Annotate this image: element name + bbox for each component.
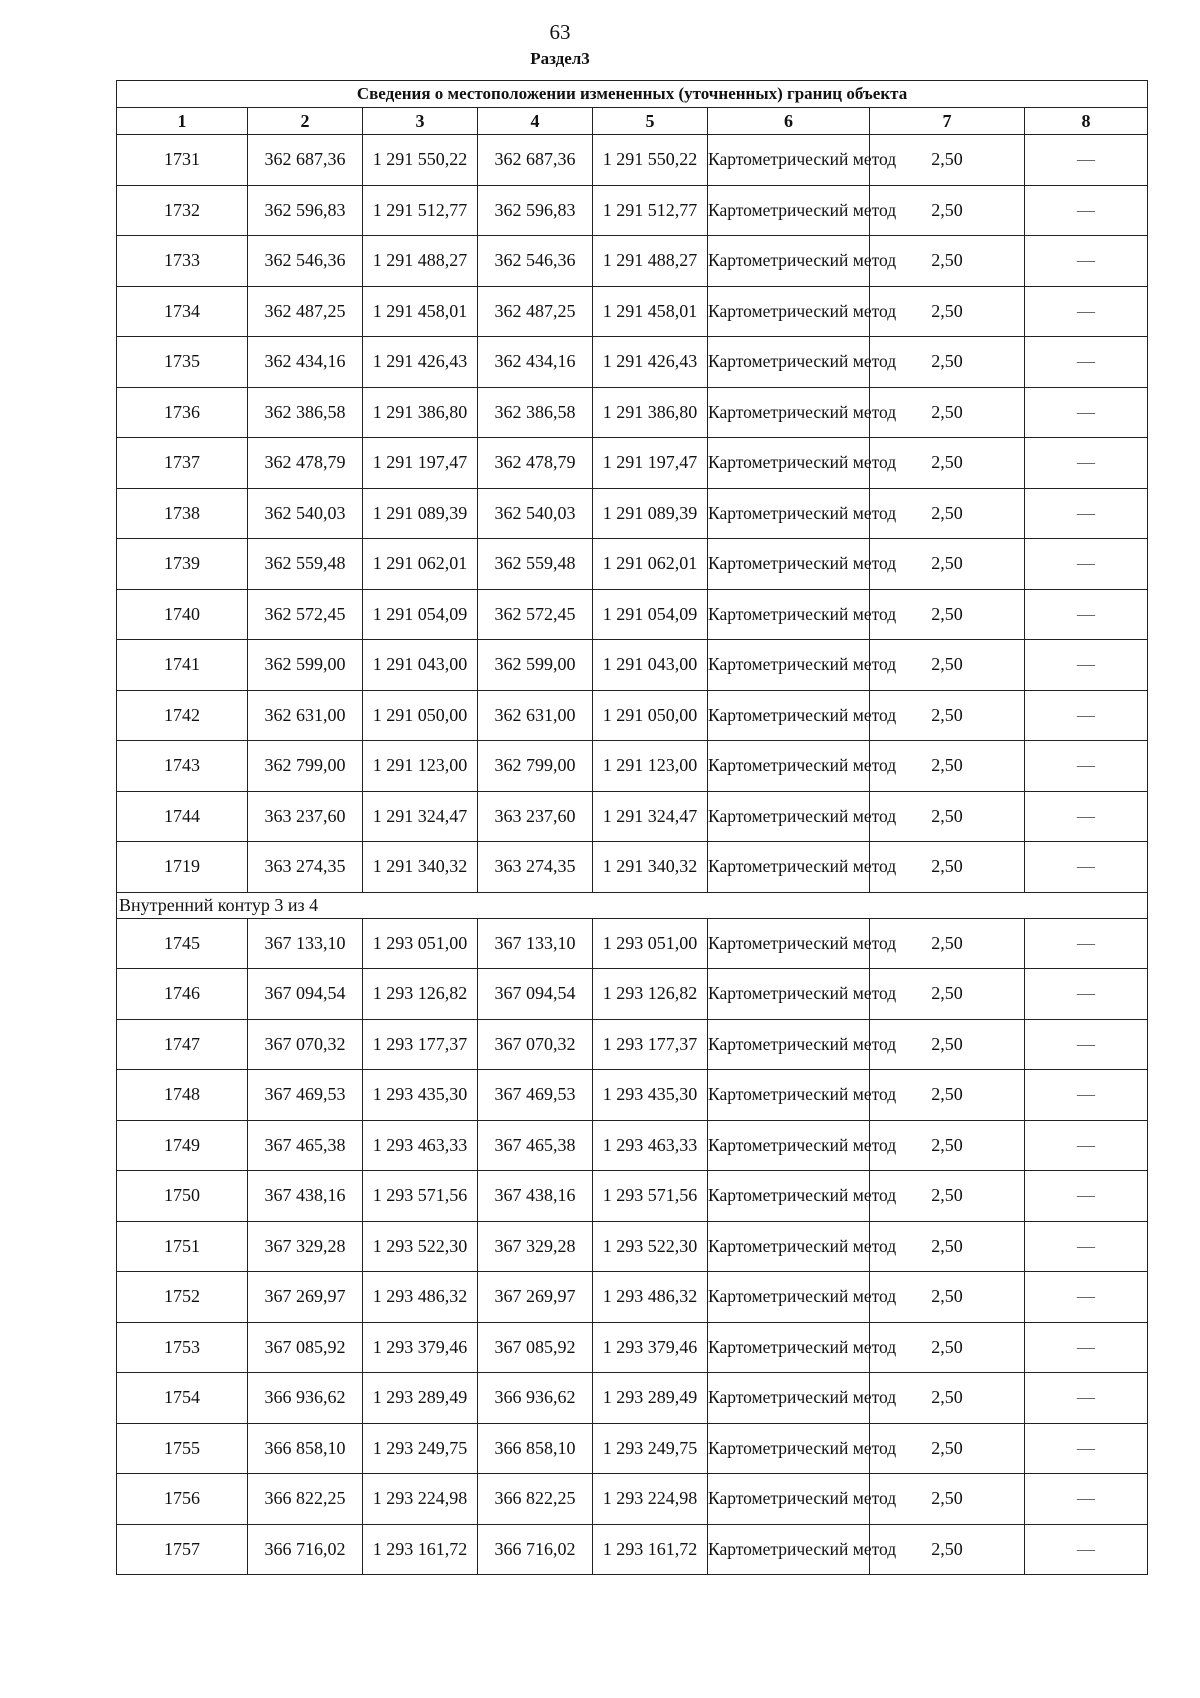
- description-cell: —: [1025, 918, 1148, 969]
- y-existing-cell: 1 291 340,32: [363, 842, 478, 893]
- table-row: [117, 286, 1148, 337]
- description-cell: —: [1025, 1423, 1148, 1474]
- y-refined-cell: 1 293 177,37: [593, 1019, 708, 1070]
- method-cell: Картометрический метод: [708, 741, 870, 792]
- description-cell: —: [1025, 387, 1148, 438]
- x-refined-cell: 367 469,53: [478, 1070, 593, 1121]
- x-existing-cell: 367 269,97: [248, 1272, 363, 1323]
- column-header: 7: [870, 108, 1025, 135]
- point-number-cell: 1756: [117, 1474, 248, 1525]
- x-existing-cell: 367 469,53: [248, 1070, 363, 1121]
- x-refined-cell: 362 572,45: [478, 589, 593, 640]
- y-refined-cell: 1 293 249,75: [593, 1423, 708, 1474]
- method-cell: Картометрический метод: [708, 969, 870, 1020]
- x-existing-cell: 362 799,00: [248, 741, 363, 792]
- accuracy-cell: 2,50: [870, 791, 1025, 842]
- y-refined-cell: 1 291 550,22: [593, 135, 708, 186]
- description-cell: —: [1025, 488, 1148, 539]
- y-existing-cell: 1 291 197,47: [363, 438, 478, 489]
- method-cell: Картометрический метод: [708, 236, 870, 287]
- point-number-cell: 1738: [117, 488, 248, 539]
- method-cell: Картометрический метод: [708, 1120, 870, 1171]
- accuracy-cell: 2,50: [870, 741, 1025, 792]
- y-existing-cell: 1 291 054,09: [363, 589, 478, 640]
- y-refined-cell: 1 291 512,77: [593, 185, 708, 236]
- table-row: [117, 741, 1148, 792]
- accuracy-cell: 2,50: [870, 1171, 1025, 1222]
- column-header: 3: [363, 108, 478, 135]
- x-refined-cell: 367 438,16: [478, 1171, 593, 1222]
- y-refined-cell: 1 293 289,49: [593, 1373, 708, 1424]
- point-number-cell: 1732: [117, 185, 248, 236]
- x-existing-cell: 362 478,79: [248, 438, 363, 489]
- y-existing-cell: 1 293 161,72: [363, 1524, 478, 1575]
- x-refined-cell: 362 687,36: [478, 135, 593, 186]
- description-cell: —: [1025, 1171, 1148, 1222]
- x-refined-cell: 367 085,92: [478, 1322, 593, 1373]
- table-row: [117, 1120, 1148, 1171]
- y-existing-cell: 1 293 177,37: [363, 1019, 478, 1070]
- description-cell: —: [1025, 741, 1148, 792]
- y-existing-cell: 1 293 224,98: [363, 1474, 478, 1525]
- point-number-cell: 1743: [117, 741, 248, 792]
- accuracy-cell: 2,50: [870, 1474, 1025, 1525]
- column-header: 5: [593, 108, 708, 135]
- method-cell: Картометрический метод: [708, 438, 870, 489]
- x-existing-cell: 362 631,00: [248, 690, 363, 741]
- method-cell: Картометрический метод: [708, 1524, 870, 1575]
- accuracy-cell: 2,50: [870, 539, 1025, 590]
- table-row: [117, 690, 1148, 741]
- x-existing-cell: 367 465,38: [248, 1120, 363, 1171]
- method-cell: Картометрический метод: [708, 791, 870, 842]
- y-refined-cell: 1 291 324,47: [593, 791, 708, 842]
- y-existing-cell: 1 293 571,56: [363, 1171, 478, 1222]
- x-refined-cell: 366 822,25: [478, 1474, 593, 1525]
- column-header: 4: [478, 108, 593, 135]
- accuracy-cell: 2,50: [870, 918, 1025, 969]
- method-cell: Картометрический метод: [708, 1221, 870, 1272]
- page-number: 63: [549, 20, 571, 44]
- description-cell: —: [1025, 185, 1148, 236]
- x-existing-cell: 362 434,16: [248, 337, 363, 388]
- table-row: [117, 1423, 1148, 1474]
- description-cell: —: [1025, 438, 1148, 489]
- x-refined-cell: 363 274,35: [478, 842, 593, 893]
- description-cell: —: [1025, 1322, 1148, 1373]
- x-refined-cell: 362 540,03: [478, 488, 593, 539]
- method-cell: Картометрический метод: [708, 1373, 870, 1424]
- table-row: [117, 918, 1148, 969]
- point-number-cell: 1736: [117, 387, 248, 438]
- y-refined-cell: 1 291 054,09: [593, 589, 708, 640]
- x-refined-cell: 366 858,10: [478, 1423, 593, 1474]
- method-cell: Картометрический метод: [708, 1474, 870, 1525]
- description-cell: —: [1025, 1221, 1148, 1272]
- accuracy-cell: 2,50: [870, 842, 1025, 893]
- method-cell: Картометрический метод: [708, 488, 870, 539]
- x-refined-cell: 362 487,25: [478, 286, 593, 337]
- description-cell: —: [1025, 135, 1148, 186]
- point-number-cell: 1739: [117, 539, 248, 590]
- method-cell: Картометрический метод: [708, 337, 870, 388]
- point-number-cell: 1753: [117, 1322, 248, 1373]
- x-existing-cell: 367 133,10: [248, 918, 363, 969]
- x-refined-cell: 367 133,10: [478, 918, 593, 969]
- x-refined-cell: 367 465,38: [478, 1120, 593, 1171]
- y-refined-cell: 1 291 488,27: [593, 236, 708, 287]
- y-refined-cell: 1 291 386,80: [593, 387, 708, 438]
- table-row: [117, 337, 1148, 388]
- method-cell: Картометрический метод: [708, 1019, 870, 1070]
- table-title: Сведения о местоположении измененных (уточненных) границ объекта: [117, 81, 1148, 108]
- description-cell: —: [1025, 286, 1148, 337]
- description-cell: —: [1025, 842, 1148, 893]
- point-number-cell: 1719: [117, 842, 248, 893]
- x-existing-cell: 366 936,62: [248, 1373, 363, 1424]
- x-refined-cell: 367 070,32: [478, 1019, 593, 1070]
- point-number-cell: 1754: [117, 1373, 248, 1424]
- accuracy-cell: 2,50: [870, 640, 1025, 691]
- description-cell: —: [1025, 337, 1148, 388]
- accuracy-cell: 2,50: [870, 1070, 1025, 1121]
- y-existing-cell: 1 291 512,77: [363, 185, 478, 236]
- description-cell: —: [1025, 1272, 1148, 1323]
- table-row: [117, 640, 1148, 691]
- accuracy-cell: 2,50: [870, 969, 1025, 1020]
- accuracy-cell: 2,50: [870, 135, 1025, 186]
- x-existing-cell: 362 546,36: [248, 236, 363, 287]
- y-existing-cell: 1 291 386,80: [363, 387, 478, 438]
- accuracy-cell: 2,50: [870, 286, 1025, 337]
- x-existing-cell: 367 085,92: [248, 1322, 363, 1373]
- method-cell: Картометрический метод: [708, 690, 870, 741]
- y-refined-cell: 1 291 043,00: [593, 640, 708, 691]
- table-row: [117, 438, 1148, 489]
- table-row: [117, 969, 1148, 1020]
- method-cell: Картометрический метод: [708, 539, 870, 590]
- method-cell: Картометрический метод: [708, 1070, 870, 1121]
- table-body: [117, 135, 1148, 1575]
- description-cell: —: [1025, 1474, 1148, 1525]
- x-existing-cell: 362 487,25: [248, 286, 363, 337]
- point-number-cell: 1731: [117, 135, 248, 186]
- table-row: [117, 1524, 1148, 1575]
- accuracy-cell: 2,50: [870, 438, 1025, 489]
- description-cell: —: [1025, 640, 1148, 691]
- x-refined-cell: 362 546,36: [478, 236, 593, 287]
- point-number-cell: 1742: [117, 690, 248, 741]
- point-number-cell: 1734: [117, 286, 248, 337]
- table-row: [117, 589, 1148, 640]
- x-existing-cell: 367 070,32: [248, 1019, 363, 1070]
- description-cell: —: [1025, 1373, 1148, 1424]
- description-cell: —: [1025, 236, 1148, 287]
- x-refined-cell: 366 936,62: [478, 1373, 593, 1424]
- accuracy-cell: 2,50: [870, 337, 1025, 388]
- accuracy-cell: 2,50: [870, 1524, 1025, 1575]
- y-existing-cell: 1 291 488,27: [363, 236, 478, 287]
- y-existing-cell: 1 291 089,39: [363, 488, 478, 539]
- table-row: [117, 842, 1148, 893]
- point-number-cell: 1750: [117, 1171, 248, 1222]
- description-cell: —: [1025, 589, 1148, 640]
- x-refined-cell: 362 478,79: [478, 438, 593, 489]
- column-header: 8: [1025, 108, 1148, 135]
- table-row: [117, 1322, 1148, 1373]
- accuracy-cell: 2,50: [870, 1120, 1025, 1171]
- x-existing-cell: 362 572,45: [248, 589, 363, 640]
- y-existing-cell: 1 293 051,00: [363, 918, 478, 969]
- point-number-cell: 1751: [117, 1221, 248, 1272]
- point-number-cell: 1757: [117, 1524, 248, 1575]
- y-existing-cell: 1 291 123,00: [363, 741, 478, 792]
- y-existing-cell: 1 293 522,30: [363, 1221, 478, 1272]
- x-refined-cell: 367 269,97: [478, 1272, 593, 1323]
- section-title: Раздел3: [530, 49, 590, 68]
- table-row: [117, 1373, 1148, 1424]
- y-refined-cell: 1 293 486,32: [593, 1272, 708, 1323]
- x-existing-cell: 362 687,36: [248, 135, 363, 186]
- column-header: 2: [248, 108, 363, 135]
- x-refined-cell: 362 596,83: [478, 185, 593, 236]
- description-cell: —: [1025, 969, 1148, 1020]
- table-row: [117, 1272, 1148, 1323]
- method-cell: Картометрический метод: [708, 387, 870, 438]
- method-cell: Картометрический метод: [708, 589, 870, 640]
- x-refined-cell: 362 599,00: [478, 640, 593, 691]
- y-existing-cell: 1 293 289,49: [363, 1373, 478, 1424]
- y-refined-cell: 1 291 426,43: [593, 337, 708, 388]
- y-refined-cell: 1 293 051,00: [593, 918, 708, 969]
- y-refined-cell: 1 293 463,33: [593, 1120, 708, 1171]
- method-cell: Картометрический метод: [708, 1322, 870, 1373]
- y-existing-cell: 1 291 550,22: [363, 135, 478, 186]
- accuracy-cell: 2,50: [870, 1373, 1025, 1424]
- method-cell: Картометрический метод: [708, 135, 870, 186]
- point-number-cell: 1735: [117, 337, 248, 388]
- description-cell: —: [1025, 791, 1148, 842]
- x-refined-cell: 366 716,02: [478, 1524, 593, 1575]
- point-number-cell: 1746: [117, 969, 248, 1020]
- x-existing-cell: 363 237,60: [248, 791, 363, 842]
- y-refined-cell: 1 291 089,39: [593, 488, 708, 539]
- table-row: [117, 387, 1148, 438]
- table-row: [117, 185, 1148, 236]
- x-refined-cell: 362 631,00: [478, 690, 593, 741]
- x-refined-cell: 367 094,54: [478, 969, 593, 1020]
- method-cell: Картометрический метод: [708, 842, 870, 893]
- y-refined-cell: 1 293 379,46: [593, 1322, 708, 1373]
- y-existing-cell: 1 293 379,46: [363, 1322, 478, 1373]
- y-refined-cell: 1 293 435,30: [593, 1070, 708, 1121]
- y-existing-cell: 1 291 050,00: [363, 690, 478, 741]
- y-existing-cell: 1 293 435,30: [363, 1070, 478, 1121]
- x-existing-cell: 362 599,00: [248, 640, 363, 691]
- y-refined-cell: 1 291 062,01: [593, 539, 708, 590]
- accuracy-cell: 2,50: [870, 1423, 1025, 1474]
- y-existing-cell: 1 293 463,33: [363, 1120, 478, 1171]
- description-cell: —: [1025, 1524, 1148, 1575]
- description-cell: —: [1025, 539, 1148, 590]
- x-existing-cell: 362 386,58: [248, 387, 363, 438]
- y-existing-cell: 1 293 126,82: [363, 969, 478, 1020]
- accuracy-cell: 2,50: [870, 1221, 1025, 1272]
- y-refined-cell: 1 293 224,98: [593, 1474, 708, 1525]
- y-refined-cell: 1 291 197,47: [593, 438, 708, 489]
- y-existing-cell: 1 291 062,01: [363, 539, 478, 590]
- x-existing-cell: 366 716,02: [248, 1524, 363, 1575]
- description-cell: —: [1025, 690, 1148, 741]
- x-existing-cell: 367 438,16: [248, 1171, 363, 1222]
- y-existing-cell: 1 291 043,00: [363, 640, 478, 691]
- y-refined-cell: 1 293 126,82: [593, 969, 708, 1020]
- table-row: [117, 135, 1148, 186]
- y-existing-cell: 1 293 486,32: [363, 1272, 478, 1323]
- x-existing-cell: 366 822,25: [248, 1474, 363, 1525]
- boundary-coordinates-table: [116, 80, 1148, 1575]
- y-existing-cell: 1 291 426,43: [363, 337, 478, 388]
- x-existing-cell: 362 596,83: [248, 185, 363, 236]
- y-refined-cell: 1 293 571,56: [593, 1171, 708, 1222]
- contour-caption-row: [117, 892, 1148, 918]
- point-number-cell: 1748: [117, 1070, 248, 1121]
- point-number-cell: 1749: [117, 1120, 248, 1171]
- accuracy-cell: 2,50: [870, 387, 1025, 438]
- accuracy-cell: 2,50: [870, 1019, 1025, 1070]
- accuracy-cell: 2,50: [870, 236, 1025, 287]
- point-number-cell: 1740: [117, 589, 248, 640]
- accuracy-cell: 2,50: [870, 690, 1025, 741]
- table-row: [117, 1070, 1148, 1121]
- point-number-cell: 1747: [117, 1019, 248, 1070]
- x-refined-cell: 362 386,58: [478, 387, 593, 438]
- table-row: [117, 539, 1148, 590]
- accuracy-cell: 2,50: [870, 1272, 1025, 1323]
- y-refined-cell: 1 291 458,01: [593, 286, 708, 337]
- method-cell: Картометрический метод: [708, 640, 870, 691]
- table-row: [117, 236, 1148, 287]
- x-refined-cell: 363 237,60: [478, 791, 593, 842]
- method-cell: Картометрический метод: [708, 1272, 870, 1323]
- x-existing-cell: 362 540,03: [248, 488, 363, 539]
- method-cell: Картометрический метод: [708, 1171, 870, 1222]
- point-number-cell: 1744: [117, 791, 248, 842]
- point-number-cell: 1752: [117, 1272, 248, 1323]
- point-number-cell: 1733: [117, 236, 248, 287]
- x-refined-cell: 367 329,28: [478, 1221, 593, 1272]
- x-existing-cell: 363 274,35: [248, 842, 363, 893]
- table-row: [117, 1221, 1148, 1272]
- column-header: 6: [708, 108, 870, 135]
- y-refined-cell: 1 293 161,72: [593, 1524, 708, 1575]
- y-existing-cell: 1 293 249,75: [363, 1423, 478, 1474]
- table-row: [117, 1171, 1148, 1222]
- y-existing-cell: 1 291 324,47: [363, 791, 478, 842]
- point-number-cell: 1737: [117, 438, 248, 489]
- y-refined-cell: 1 291 123,00: [593, 741, 708, 792]
- accuracy-cell: 2,50: [870, 488, 1025, 539]
- description-cell: —: [1025, 1019, 1148, 1070]
- x-existing-cell: 366 858,10: [248, 1423, 363, 1474]
- column-header: 1: [117, 108, 248, 135]
- x-existing-cell: 362 559,48: [248, 539, 363, 590]
- method-cell: Картометрический метод: [708, 918, 870, 969]
- table-row: [117, 1474, 1148, 1525]
- method-cell: Картометрический метод: [708, 286, 870, 337]
- description-cell: —: [1025, 1120, 1148, 1171]
- y-refined-cell: 1 291 050,00: [593, 690, 708, 741]
- point-number-cell: 1755: [117, 1423, 248, 1474]
- y-existing-cell: 1 291 458,01: [363, 286, 478, 337]
- accuracy-cell: 2,50: [870, 1322, 1025, 1373]
- x-refined-cell: 362 434,16: [478, 337, 593, 388]
- x-refined-cell: 362 799,00: [478, 741, 593, 792]
- table-row: [117, 488, 1148, 539]
- description-cell: —: [1025, 1070, 1148, 1121]
- table-row: [117, 1019, 1148, 1070]
- method-cell: Картометрический метод: [708, 1423, 870, 1474]
- accuracy-cell: 2,50: [870, 185, 1025, 236]
- accuracy-cell: 2,50: [870, 589, 1025, 640]
- x-existing-cell: 367 329,28: [248, 1221, 363, 1272]
- y-refined-cell: 1 293 522,30: [593, 1221, 708, 1272]
- contour-caption: Внутренний контур 3 из 4: [117, 892, 1148, 918]
- x-refined-cell: 362 559,48: [478, 539, 593, 590]
- x-existing-cell: 367 094,54: [248, 969, 363, 1020]
- y-refined-cell: 1 291 340,32: [593, 842, 708, 893]
- method-cell: Картометрический метод: [708, 185, 870, 236]
- point-number-cell: 1741: [117, 640, 248, 691]
- table-row: [117, 791, 1148, 842]
- point-number-cell: 1745: [117, 918, 248, 969]
